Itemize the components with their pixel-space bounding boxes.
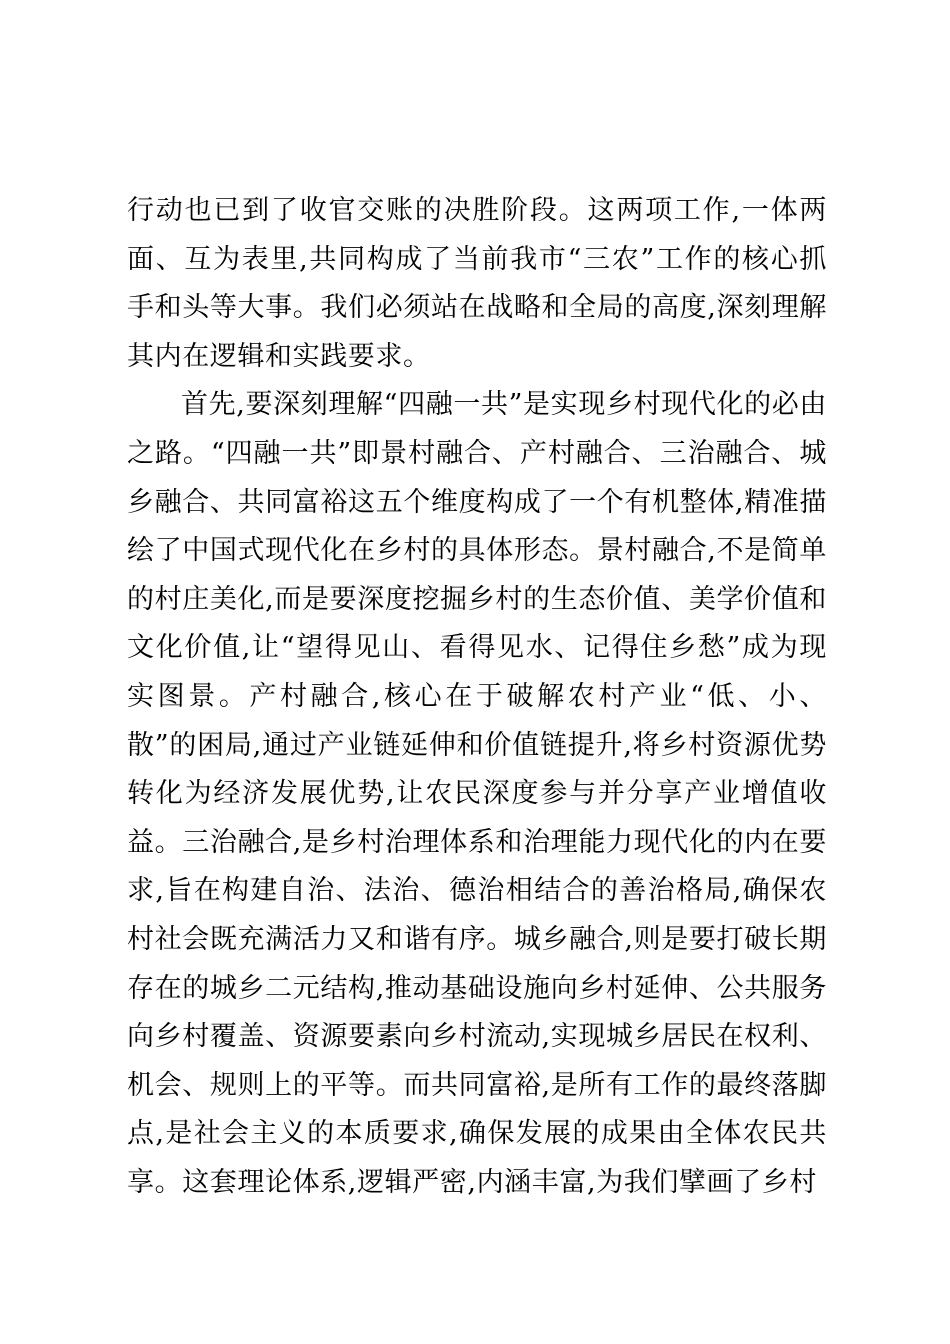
- body-text: [127, 187, 827, 1207]
- paragraph-first-point: 首先,要深刻理解“四融一共”是实现乡村现代化的必由之路。“四融一共”即景村融合、产村融合、三治融合、城乡融合、共同富裕这五个维度构成了一个有机整体,精准描绘了中国式现代化在乡村的具体形态。景村融合,不是简单的村庄美化,而是要深度挖掘乡村的生态价值、美学价值和文化价值,让“望得见山、看得见水、记得住乡愁”成为现实图景。产村融合,核心在于破解农村产业“低、小、散”的困局,通过产业链延伸和价值链提升,将乡村资源优势转化为经济发展优势,让农民深度参与并分享产业增值收益。三治融合,是乡村治理体系和治理能力现代化的内在要求,旨在构建自治、法治、德治相结合的善治格局,确保农村社会既充满活力又和谐有序。城乡融合,则是要打破长期存在的城乡二元结构,推动基础设施向乡村延伸、公共服务向乡村覆盖、资源要素向乡村流动,实现城乡居民在权利、机会、规则上的平等。而共同富裕,是所有工作的最终落脚点,是社会主义的本质要求,确保发展的成果由全体农民共享。这套理论体系,逻辑严密,内涵丰富,为我们擘画了乡村: [127, 389, 827, 1198]
- paragraph-continuation: 行动也已到了收官交账的决胜阶段。这两项工作,一体两面、互为表里,共同构成了当前我市“三农”工作的核心抓手和头等大事。我们必须站在战略和全局的高度,深刻理解其内在逻辑和实践要求。: [127, 195, 827, 372]
